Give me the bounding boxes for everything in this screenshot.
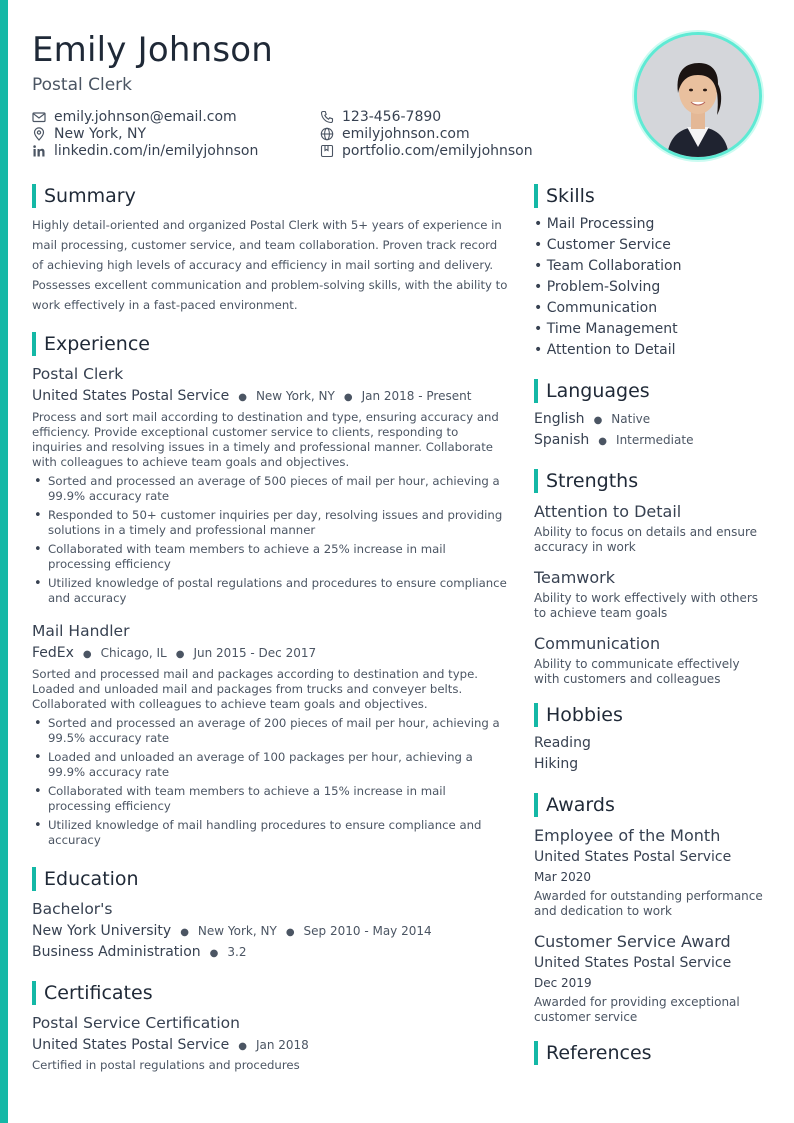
job-meta [32,388,471,404]
contact-linkedin[interactable] [32,142,258,159]
award-title: Customer Service Award [534,932,731,951]
education-location: New York, NY [197,924,277,938]
certificate-description: Certified in postal regulations and procedures [32,1058,300,1072]
skill-item: • Communication [534,300,658,316]
job-meta [32,645,316,661]
location-icon [32,127,46,141]
list-item: • Collaborated with team members to achieve a 15% increase in mail processing efficiency [32,784,507,814]
language-row [534,432,693,448]
contact-location [32,125,258,142]
candidate-name: Emily Johnson [32,30,274,70]
profile-photo-illustration [637,35,759,157]
job-location: New York, NY [255,389,335,403]
phone-icon [320,110,334,124]
job-bullets [32,716,507,852]
section-languages: Languages [534,379,650,403]
language-level: Native [611,412,651,426]
education-degree: Bachelor's [32,900,113,918]
education-dates: Sep 2010 - May 2014 [303,924,432,938]
job-company: FedEx [32,645,74,661]
education-field: Business Administration [32,944,201,960]
section-strengths: Strengths [534,469,638,493]
job-dates: Jun 2015 - Dec 2017 [193,646,317,660]
education-school: New York University [32,923,172,939]
award-description: Awarded for providing exceptional customer service [534,995,740,1024]
section-skills: Skills [534,184,595,208]
linkedin-text: linkedin.com/in/emilyjohnson [54,142,259,159]
strength-title: Communication [534,634,661,653]
hobby-item: Reading [534,735,591,751]
separator-dot: ● [285,927,295,938]
list-item: • Loaded and unloaded an average of 100 packages per hour, achieving a 99.9% accuracy rate [32,750,507,780]
separator-dot: ● [598,436,608,447]
certificate-issuer: United States Postal Service [32,1037,230,1053]
separator-dot: ● [238,392,247,403]
education-field-row [32,944,246,960]
section-education: Education [32,867,139,891]
skills-list [534,214,681,361]
accent-bar [0,0,8,1123]
portfolio-icon [320,144,334,158]
strength-description: Ability to focus on details and ensure accuracy in work [534,525,757,554]
location-text: New York, NY [54,125,147,142]
separator-dot: ● [593,415,603,426]
separator-dot: ● [209,948,219,959]
section-certificates: Certificates [32,981,153,1005]
list-item: • Utilized knowledge of mail handling procedures to ensure compliance and accuracy [32,818,507,848]
job-company: United States Postal Service [32,388,230,404]
list-item: • Sorted and processed an average of 500 pieces of mail per hour, achieving a 99.9% accuracy rate [32,474,507,504]
candidate-title: Postal Clerk [32,75,132,95]
summary-text: Highly detail-oriented and organized Postal Clerk with 5+ years of experience in mail processing, customer service, and team collaboration. Proven track record of achieving high levels of accuracy and efficiency in mail sorting and delivery. Possesses excellent communication and problem-solving skills, with the ability to work effectively in a fast-paced environment. [32,218,508,312]
separator-dot: ● [238,1041,247,1052]
contact-right [320,108,533,159]
section-summary: Summary [32,184,136,208]
strength-description: Ability to communicate effectively with customers and colleagues [534,657,740,686]
award-description: Awarded for outstanding performance and dedication to work [534,889,763,918]
job-bullets [32,474,507,610]
separator-dot: ● [180,927,189,938]
language-name: English [534,411,585,427]
job-dates: Jan 2018 - Present [361,389,472,403]
strength-description: Ability to work effectively with others to achieve team goals [534,591,759,620]
contact-phone[interactable] [320,108,533,125]
language-level: Intermediate [616,433,694,447]
list-item: • Collaborated with team members to achieve a 25% increase in mail processing efficiency [32,542,507,572]
education-meta [32,923,432,939]
job-title: Mail Handler [32,622,130,640]
award-issuer: United States Postal Service [534,849,732,865]
language-row [534,411,650,427]
list-item: • Utilized knowledge of postal regulations and procedures to ensure compliance and accuracy [32,576,507,606]
strength-title: Teamwork [534,568,616,587]
section-experience: Experience [32,332,150,356]
contact-website[interactable] [320,125,533,142]
skill-item: • Problem-Solving [534,279,661,295]
certificate-name: Postal Service Certification [32,1014,240,1032]
skill-item: • Time Management [534,321,678,337]
job-location: Chicago, IL [100,646,167,660]
award-issuer: United States Postal Service [534,955,732,971]
phone-text: 123-456-7890 [342,108,442,125]
skill-item: • Mail Processing [534,216,655,232]
website-text: emilyjohnson.com [342,125,470,142]
strength-title: Attention to Detail [534,502,682,521]
section-hobbies: Hobbies [534,703,623,727]
list-item: • Sorted and processed an average of 200 pieces of mail per hour, achieving a 99.5% accuracy rate [32,716,507,746]
linkedin-icon [32,144,46,158]
job-title: Postal Clerk [32,365,124,383]
award-date: Mar 2020 [534,870,591,884]
separator-dot: ● [175,649,185,660]
contact-left [32,108,258,159]
section-references: References [534,1041,652,1065]
separator-dot: ● [343,392,353,403]
skill-item: • Customer Service [534,237,671,253]
portfolio-text: portfolio.com/emilyjohnson [342,142,533,159]
skill-item: • Team Collaboration [534,258,682,274]
globe-icon [320,127,334,141]
certificate-date: Jan 2018 [255,1038,309,1052]
language-name: Spanish [534,432,590,448]
job-description: Process and sort mail according to destination and type, ensuring accuracy and efficiency. Provide exceptional customer service to clients, responding to inquiries and resolving issues in a timely and professional manner. Collaborate with colleagues to achieve team goals and objectives. [32,410,499,469]
contact-email[interactable] [32,108,258,125]
email-text: emily.johnson@email.com [54,108,237,125]
mail-icon [32,110,46,124]
award-date: Dec 2019 [534,976,592,990]
job-description: Sorted and processed mail and packages according to destination and type. Loaded and unloaded mail and packages from trucks and conveyer belts. Collaborated with colleagues to achieve team goals and objectives. [32,667,478,711]
contact-portfolio[interactable] [320,142,533,159]
separator-dot: ● [82,649,92,660]
award-title: Employee of the Month [534,826,721,845]
skill-item: • Attention to Detail [534,342,676,358]
hobby-item: Hiking [534,756,579,772]
education-gpa: 3.2 [227,945,247,959]
section-awards: Awards [534,793,615,817]
profile-photo [634,32,762,160]
certificate-meta [32,1037,309,1053]
list-item: • Responded to 50+ customer inquiries per day, resolving issues and providing solutions in a timely and professional manner [32,508,507,538]
